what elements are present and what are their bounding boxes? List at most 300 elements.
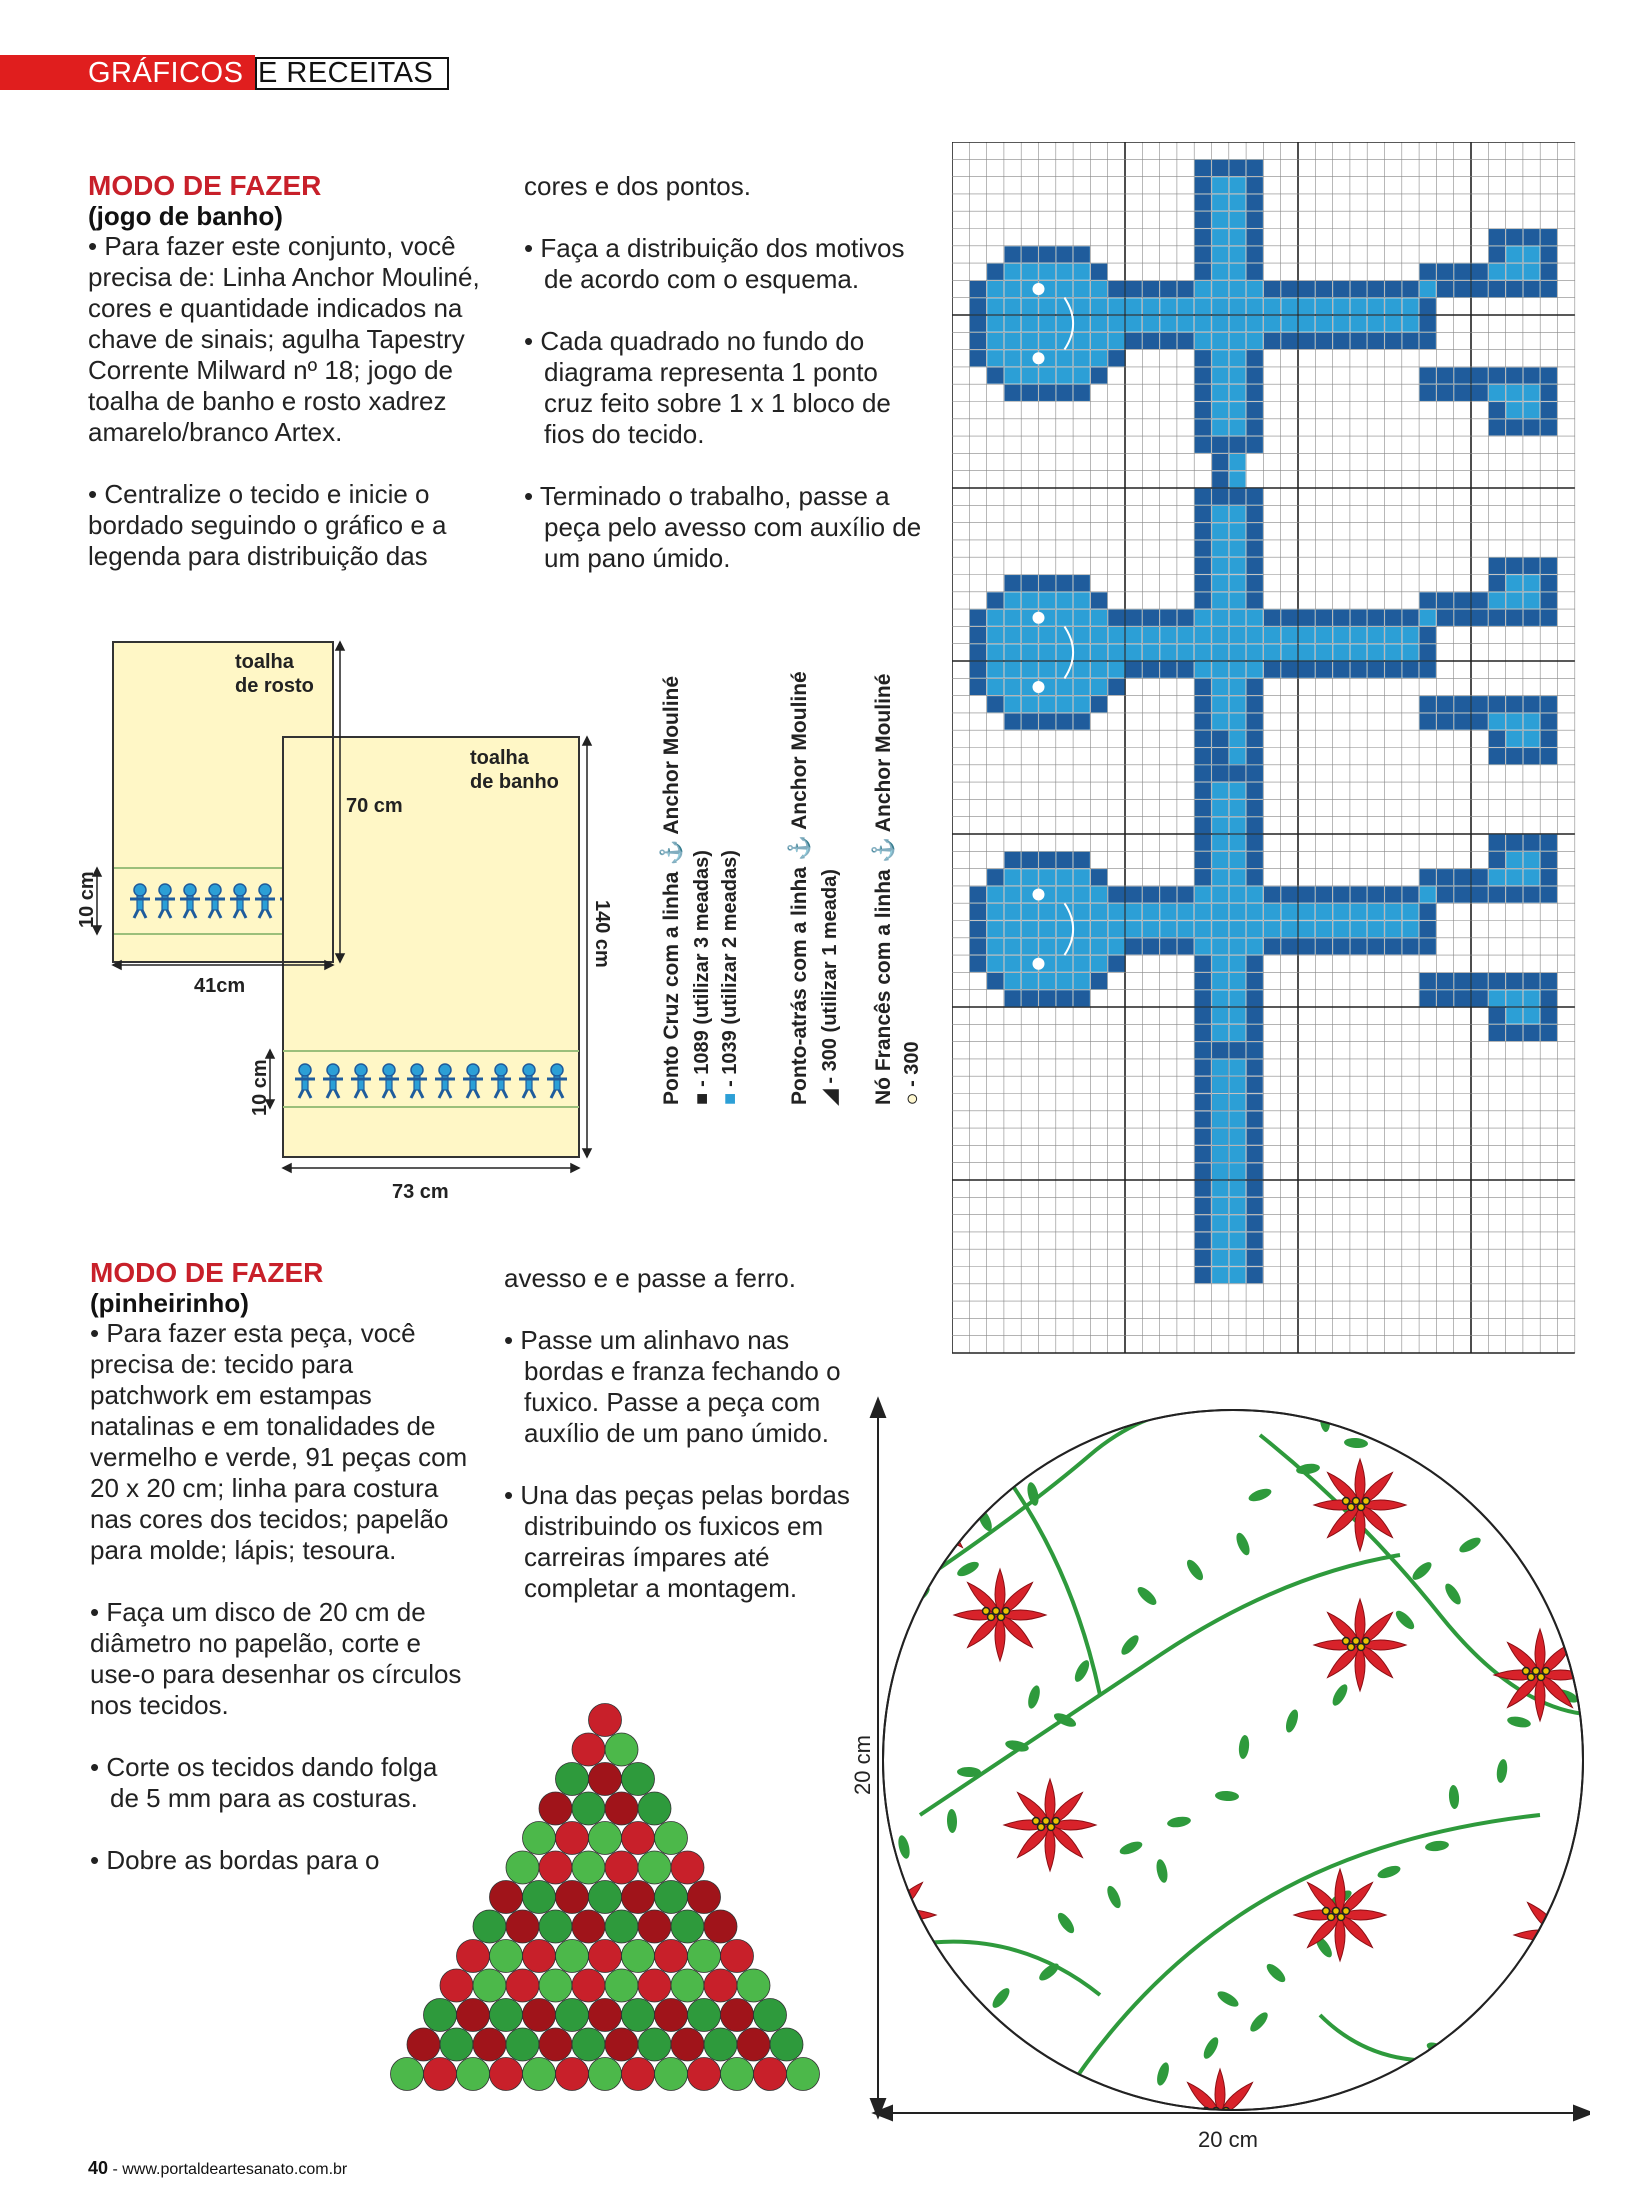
stitch-cell-outline: [1437, 264, 1453, 280]
stitch-cell-outline: [1489, 229, 1505, 245]
stitch-cell-outline: [1247, 177, 1263, 193]
stitch-cell: [1160, 904, 1176, 920]
stitch-cell-outline: [1524, 558, 1540, 574]
stitch-cell-outline: [1454, 281, 1470, 297]
stitch-cell-outline: [1541, 264, 1557, 280]
stitch-cell: [1212, 800, 1228, 816]
stitch-cell: [987, 644, 1003, 660]
stitch-cell: [987, 904, 1003, 920]
stitch-cell-outline: [1178, 610, 1194, 626]
stitch-cell-outline: [1195, 956, 1211, 972]
stitch-cell-outline: [1454, 610, 1470, 626]
stitch-cell-outline: [1420, 990, 1436, 1006]
stitch-cell-outline: [1472, 973, 1488, 989]
stitch-cell: [1195, 904, 1211, 920]
stitch-cell-outline: [1420, 921, 1436, 937]
stitch-cell: [1506, 592, 1522, 608]
stitch-cell: [1299, 644, 1315, 660]
stitch-cell-outline: [1489, 973, 1505, 989]
stitch-cell: [1039, 869, 1055, 885]
stitch-cell-outline: [1506, 229, 1522, 245]
leaf: [861, 1608, 884, 1633]
stitch-cell-outline: [1316, 887, 1332, 903]
yoyo-circle: [655, 1822, 688, 1855]
stitch-cell: [1056, 264, 1072, 280]
stitch-cell: [1229, 748, 1245, 764]
yoyo-circle: [787, 2058, 820, 2091]
stitch-cell: [1229, 887, 1245, 903]
yoyo-circle: [473, 1969, 506, 2002]
stitch-cell: [1351, 904, 1367, 920]
stitch-cell: [1005, 333, 1021, 349]
yoyo-circle: [704, 1969, 737, 2002]
stitch-cell-outline: [1541, 852, 1557, 868]
stitch-cell-outline: [1541, 990, 1557, 1006]
leaf: [1412, 2085, 1429, 2111]
stitch-cell-outline: [1420, 973, 1436, 989]
stitch-cell-outline: [1472, 696, 1488, 712]
stitch-cell-outline: [970, 298, 986, 314]
stitch-cell-outline: [1506, 558, 1522, 574]
stitch-cell: [1126, 316, 1142, 332]
header-title-part1: GRÁFICOS: [88, 57, 244, 89]
stitch-cell-outline: [1281, 281, 1297, 297]
stitch-cell: [1247, 1181, 1263, 1197]
stitch-cell-outline: [1351, 333, 1367, 349]
stitch-cell: [1212, 419, 1228, 435]
stitch-cell-outline: [970, 904, 986, 920]
stitch-cell: [1524, 385, 1540, 401]
stitch-cell-outline: [1368, 938, 1384, 954]
stitch-cell-outline: [1212, 437, 1228, 453]
stitch-cell-outline: [1247, 956, 1263, 972]
stitch-cell: [1229, 177, 1245, 193]
yoyo-circle: [688, 2058, 721, 2091]
stitch-cell-outline: [1472, 264, 1488, 280]
stitch-cell-outline: [1264, 333, 1280, 349]
yoyo-circle: [622, 1940, 655, 1973]
stitch-cell: [1022, 592, 1038, 608]
stitch-cell: [1316, 298, 1332, 314]
stitch-cell: [1039, 921, 1055, 937]
section1-para-1: • Para fazer este conjunto, você precisa de: Linha Anchor Mouliné, cores e quantidade indicados na chave de sinais; agulha Tapestry Corrente Milward nº 18; jogo de toalha de banho e rosto xadrez amarelo/branco Artex.: [88, 231, 480, 447]
stitch-cell-outline: [1316, 333, 1332, 349]
stitch-cell-outline: [1074, 575, 1090, 591]
stitch-cell: [1229, 1267, 1245, 1283]
stitch-cell: [1074, 316, 1090, 332]
stitch-cell: [1212, 212, 1228, 228]
stitch-cell: [987, 333, 1003, 349]
stitch-cell-outline: [1247, 748, 1263, 764]
stitch-cell: [1005, 281, 1021, 297]
stitch-cell-outline: [1541, 714, 1557, 730]
stitch-cell-outline: [1195, 419, 1211, 435]
stitch-cell-outline: [1074, 714, 1090, 730]
stitch-cell-outline: [1420, 316, 1436, 332]
stitch-cell: [1229, 471, 1245, 487]
stitch-cell-outline: [970, 644, 986, 660]
leaf: [1367, 2111, 1380, 2136]
stitch-cell-outline: [1195, 541, 1211, 557]
stitch-cell: [1074, 264, 1090, 280]
stitch-cell: [1212, 454, 1228, 470]
stitch-cell-outline: [1541, 1008, 1557, 1024]
stitch-cell: [1247, 904, 1263, 920]
yoyo-circle: [589, 1822, 622, 1855]
stitch-cell: [1212, 281, 1228, 297]
stitch-cell: [1212, 714, 1228, 730]
stitch-cell: [1247, 921, 1263, 937]
stitch-cell: [1229, 558, 1245, 574]
stitch-cell: [1264, 644, 1280, 660]
stitch-cell: [1074, 644, 1090, 660]
stitch-cell: [1022, 904, 1038, 920]
stitch-cell: [1229, 817, 1245, 833]
stitch-cell-outline: [1489, 1025, 1505, 1041]
yoyo-circle: [737, 1969, 770, 2002]
stitch-cell-outline: [1229, 489, 1245, 505]
stitch-cell-outline: [1108, 887, 1124, 903]
stitch-cell-outline: [1420, 904, 1436, 920]
stitch-cell: [1229, 229, 1245, 245]
stitch-cell: [1160, 627, 1176, 643]
stitch-cell: [1333, 644, 1349, 660]
yoyo-circle: [605, 1792, 638, 1825]
stitch-cell: [1229, 506, 1245, 522]
yoyo-circle: [605, 1969, 638, 2002]
stitch-cell: [1229, 368, 1245, 384]
stitch-cell-outline: [1247, 1025, 1263, 1041]
stitch-cell-outline: [1541, 419, 1557, 435]
stitch-cell-outline: [1333, 887, 1349, 903]
yoyo-circle: [539, 1792, 572, 1825]
yoyo-circle: [638, 1792, 671, 1825]
header-title-part2: E RECEITAS: [258, 57, 434, 89]
dim-41cm: 41cm: [194, 975, 246, 997]
stitch-cell: [1506, 990, 1522, 1006]
stitch-cell: [1195, 887, 1211, 903]
stitch-cell: [1229, 921, 1245, 937]
stitch-cell-outline: [1541, 402, 1557, 418]
stitch-cell-outline: [1178, 281, 1194, 297]
stitch-cell-outline: [1351, 662, 1367, 678]
poinsettia-flower: [1314, 1459, 1406, 1551]
stitch-cell-outline: [1541, 368, 1557, 384]
stitch-cell: [1212, 1060, 1228, 1076]
stitch-cell: [1212, 1025, 1228, 1041]
stitch-cell: [1385, 904, 1401, 920]
stitch-cell: [1506, 869, 1522, 885]
stitch-cell-outline: [1437, 696, 1453, 712]
stitch-cell: [1143, 904, 1159, 920]
stitch-cell: [1074, 662, 1090, 678]
yoyo-circle: [770, 2028, 803, 2061]
stitch-cell: [1005, 904, 1021, 920]
stitch-cell: [1351, 644, 1367, 660]
stitch-cell: [1247, 1094, 1263, 1110]
section2-para-1: • Para fazer esta peça, você precisa de: tecido para patchwork em estampas natalinas e em tonalidades de vermelho e verde, 91 peças com 20 x 20 cm; linha para costura nas cores dos tecidos; papelão para molde; lápis; tesoura.: [90, 1318, 468, 1565]
stitch-cell-outline: [1195, 212, 1211, 228]
section1-para-5: • Terminado o trabalho, passe a peça pelo avesso com auxílio de um pano úmido.: [524, 481, 922, 573]
stitch-cell-outline: [1489, 402, 1505, 418]
yoyo-circle: [523, 1881, 556, 1914]
stitch-cell-outline: [1195, 817, 1211, 833]
stitch-cell: [1420, 887, 1436, 903]
stitch-cell: [1074, 368, 1090, 384]
stitch-cell: [1402, 904, 1418, 920]
french-knot: [1033, 352, 1045, 364]
stitch-cell: [1247, 1077, 1263, 1093]
stitch-cell-outline: [1212, 765, 1228, 781]
stitch-cell-outline: [1022, 246, 1038, 262]
yoyo-circle: [754, 1999, 787, 2032]
stitch-cell: [1281, 316, 1297, 332]
stitch-cell-outline: [1368, 281, 1384, 297]
stitch-cell: [1056, 696, 1072, 712]
stitch-cell: [1212, 177, 1228, 193]
stitch-cell: [1489, 869, 1505, 885]
stitch-cell: [1091, 679, 1107, 695]
stitch-cell-outline: [1454, 368, 1470, 384]
stitch-cell: [1091, 644, 1107, 660]
stitch-cell: [1056, 679, 1072, 695]
yoyo-circle: [539, 1851, 572, 1884]
stitch-cell: [1212, 679, 1228, 695]
stitch-cell: [1022, 921, 1038, 937]
stitch-cell: [1212, 246, 1228, 262]
stitch-cell-outline: [1126, 610, 1142, 626]
stitch-cell: [1074, 298, 1090, 314]
yoyo-circle: [572, 1733, 605, 1766]
yoyo-circle: [622, 1763, 655, 1796]
stitch-cell: [1212, 298, 1228, 314]
stitch-cell: [1524, 852, 1540, 868]
stitch-cell-outline: [1126, 281, 1142, 297]
stitch-cell-outline: [1506, 1025, 1522, 1041]
section1-right-column: [524, 171, 924, 574]
stitch-cell: [1212, 1163, 1228, 1179]
stitch-cell-outline: [1420, 627, 1436, 643]
yoyo-circle: [589, 1940, 622, 1973]
stitch-cell-outline: [1333, 610, 1349, 626]
stitch-cell-outline: [1195, 368, 1211, 384]
stitch-cell: [1229, 1008, 1245, 1024]
stitch-cell: [1247, 1250, 1263, 1266]
stitch-cell-outline: [1247, 506, 1263, 522]
stitch-cell: [1212, 575, 1228, 591]
leaf: [1133, 2115, 1159, 2131]
stitch-cell: [1195, 1094, 1211, 1110]
stitch-cell: [1143, 627, 1159, 643]
stitch-cell: [1368, 644, 1384, 660]
stitch-cell-outline: [1039, 852, 1055, 868]
stitch-cell: [1005, 887, 1021, 903]
stitch-cell: [1264, 627, 1280, 643]
stitch-cell: [1229, 731, 1245, 747]
stitch-cell: [1178, 644, 1194, 660]
stitch-cell: [1212, 1198, 1228, 1214]
yoyo-circle: [688, 1881, 721, 1914]
stitch-cell-outline: [970, 333, 986, 349]
stitch-cell: [1247, 1233, 1263, 1249]
stitch-cell: [1091, 333, 1107, 349]
stitch-cell: [1056, 368, 1072, 384]
stitch-cell: [1506, 402, 1522, 418]
poinsettia-flower: [1314, 1599, 1406, 1691]
stitch-cell-outline: [1195, 506, 1211, 522]
stitch-cell: [1108, 921, 1124, 937]
stitch-cell: [1005, 696, 1021, 712]
stitch-cell-outline: [1524, 973, 1540, 989]
stitch-cell-outline: [1264, 887, 1280, 903]
yoyo-circle: [572, 2028, 605, 2061]
leaf: [923, 2064, 949, 2083]
stitch-cell-outline: [1195, 229, 1211, 245]
stitch-cell: [1039, 592, 1055, 608]
stitch-cell: [1229, 1094, 1245, 1110]
section1-para-4: • Cada quadrado no fundo do diagrama representa 1 ponto cruz feito sobre 1 x 1 bloco de fios do tecido.: [524, 326, 891, 449]
stitch-cell-outline: [1143, 938, 1159, 954]
dim-10cm-bath: 10 cm: [249, 1059, 271, 1116]
poinsettia-flower: [954, 1569, 1046, 1661]
stitch-cell-outline: [1247, 160, 1263, 176]
stitch-cell-outline: [1506, 419, 1522, 435]
stitch-cell-outline: [1108, 679, 1124, 695]
stitch-cell-outline: [1454, 714, 1470, 730]
stitch-cell: [1229, 385, 1245, 401]
stitch-cell-outline: [1022, 385, 1038, 401]
stitch-cell: [1195, 298, 1211, 314]
stitch-cell: [1420, 281, 1436, 297]
stitch-cell: [1229, 627, 1245, 643]
stitch-cell: [1005, 610, 1021, 626]
stitch-cell: [1229, 644, 1245, 660]
stitch-cell: [1005, 938, 1021, 954]
stitch-cell-outline: [1489, 281, 1505, 297]
stitch-cell-outline: [1541, 748, 1557, 764]
stitch-cell: [1195, 1267, 1211, 1283]
stitch-cell: [1108, 298, 1124, 314]
yoyo-circle: [638, 1969, 671, 2002]
stitch-cell-outline: [1541, 1025, 1557, 1041]
stitch-cell-outline: [1022, 990, 1038, 1006]
stitch-cell-outline: [1247, 541, 1263, 557]
stitch-cell: [1229, 679, 1245, 695]
stitch-cell-outline: [1247, 229, 1263, 245]
stitch-cell: [1212, 973, 1228, 989]
stitch-cell: [1212, 921, 1228, 937]
stitch-cell: [1056, 592, 1072, 608]
stitch-cell-outline: [1247, 869, 1263, 885]
stitch-cell-outline: [1108, 350, 1124, 366]
stitch-cell: [1074, 904, 1090, 920]
stitch-cell-outline: [1074, 990, 1090, 1006]
yoyo-circle: [721, 2058, 754, 2091]
stitch-cell-outline: [1195, 489, 1211, 505]
stitch-cell-outline: [1437, 973, 1453, 989]
stitch-cell-outline: [1524, 696, 1540, 712]
stitch-cell: [1247, 1146, 1263, 1162]
stitch-cell: [1195, 316, 1211, 332]
stitch-cell-outline: [1524, 368, 1540, 384]
stitch-cell: [1351, 921, 1367, 937]
stitch-cell: [1229, 1233, 1245, 1249]
stitch-cell-outline: [1524, 1025, 1540, 1041]
section2-para-6: • Una das peças pelas bordas distribuindo os fuxicos em carreiras ímpares até completar a montagem.: [504, 1480, 850, 1603]
stitch-cell-outline: [1541, 229, 1557, 245]
stitch-cell: [987, 887, 1003, 903]
stitch-cell: [1126, 921, 1142, 937]
stitch-cell-outline: [1402, 662, 1418, 678]
stitch-cell-outline: [1178, 938, 1194, 954]
stitch-cell-outline: [987, 592, 1003, 608]
stitch-cell: [1212, 541, 1228, 557]
stitch-cell: [1524, 1008, 1540, 1024]
yoyo-circle: [490, 1999, 523, 2032]
yoyo-circle: [556, 1822, 589, 1855]
stitch-cell-outline: [1489, 696, 1505, 712]
stitch-cell: [1005, 662, 1021, 678]
stitch-cell: [1524, 264, 1540, 280]
stitch-cell-outline: [1437, 610, 1453, 626]
stitch-cell-outline: [1247, 800, 1263, 816]
stitch-cell-outline: [1506, 281, 1522, 297]
stitch-cell: [1022, 368, 1038, 384]
stitch-cell: [1229, 956, 1245, 972]
stitch-cell-outline: [1195, 523, 1211, 539]
stitch-cell-outline: [1541, 869, 1557, 885]
stitch-cell-outline: [1056, 575, 1072, 591]
stitch-cell-outline: [1351, 610, 1367, 626]
stitch-cell-outline: [1368, 662, 1384, 678]
stitch-cell-outline: [1056, 246, 1072, 262]
yoyo-circle: [572, 1851, 605, 1884]
stitch-cell: [1212, 662, 1228, 678]
stitch-cell: [1178, 921, 1194, 937]
stitch-cell: [1489, 385, 1505, 401]
stitch-cell: [1229, 1215, 1245, 1231]
stitch-cell-outline: [1489, 731, 1505, 747]
stitch-cell: [1022, 938, 1038, 954]
legend-line-3: Ponto-atrás com a linha ⚓ Anchor Mouliné: [788, 671, 811, 1105]
stitch-cell: [1022, 973, 1038, 989]
stitch-cell-outline: [1195, 558, 1211, 574]
section2-title: MODO DE FAZER: [90, 1257, 324, 1288]
stitch-cell: [1333, 921, 1349, 937]
stitch-cell: [1385, 627, 1401, 643]
stitch-cell-outline: [1247, 852, 1263, 868]
stitch-cell-outline: [1402, 610, 1418, 626]
stitch-cell: [1229, 783, 1245, 799]
stitch-cell: [1212, 817, 1228, 833]
stitch-cell: [1385, 298, 1401, 314]
stitch-cell: [1126, 298, 1142, 314]
cross-stitch-chart: [952, 142, 1577, 1354]
stitch-cell-outline: [1091, 869, 1107, 885]
french-knot: [1033, 283, 1045, 295]
stitch-cell: [1524, 731, 1540, 747]
stitch-cell: [1039, 696, 1055, 712]
stitch-cell: [1299, 904, 1315, 920]
stitch-cell-outline: [1454, 973, 1470, 989]
stitch-cell: [1022, 298, 1038, 314]
stitch-cell-outline: [1541, 973, 1557, 989]
stitch-cell-outline: [1247, 195, 1263, 211]
stitch-cell: [1281, 904, 1297, 920]
stitch-cell-outline: [1420, 298, 1436, 314]
stitch-cell: [1506, 731, 1522, 747]
stitch-cell: [1212, 1181, 1228, 1197]
